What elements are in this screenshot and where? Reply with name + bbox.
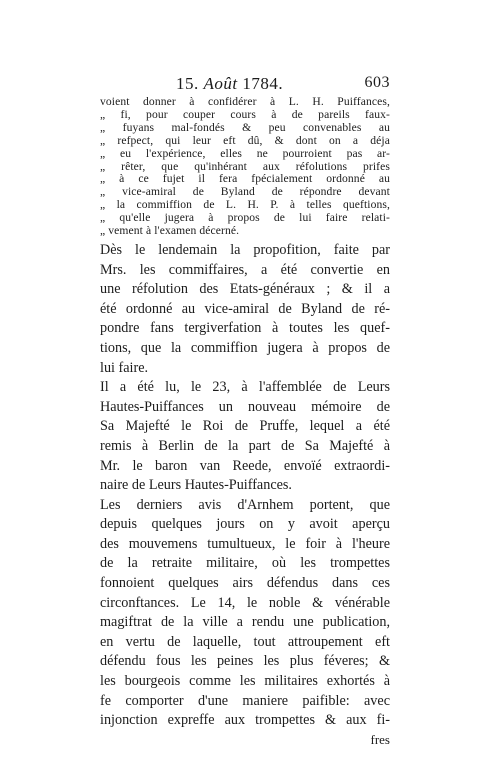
header-month: Août <box>203 74 238 93</box>
text-line: pondre fans tergiverfation à toutes les quef- <box>100 320 390 337</box>
paragraph-prussian-memorial <box>100 378 390 496</box>
text-line: Mr. le baron van Reede, envoïé extraordi- <box>100 457 390 474</box>
catchword: fres <box>370 731 390 747</box>
text-line: Il a été lu, le 23, à l'affemblée de Leurs <box>100 379 390 396</box>
text-line: remis à Berlin de la part de Sa Majefté à <box>100 437 390 454</box>
text-line: tions, que la commiffion jugera à propos de <box>100 339 390 356</box>
text-line: défendu fous les peines les plus féveres; & <box>100 653 390 670</box>
header-date <box>176 74 283 94</box>
text-line: „ vement à l'examen décerné. <box>100 225 240 238</box>
quoted-resolution-block <box>100 96 390 238</box>
text-line: naire de Leurs Hautes-Puiffances. <box>100 477 292 494</box>
page-number: 603 <box>364 74 390 91</box>
text-line: „ refpect, qui leur eft dû, & dont on a déja <box>100 134 390 147</box>
text-line: injonction expreffe aux trompettes & aux fi- <box>100 712 390 729</box>
text-line: fonnoient quelques airs défendus dans ces <box>100 575 390 592</box>
text-line: „ qu'elle jugera à propos de lui faire relati- <box>100 212 390 225</box>
text-line: voient donner à confidérer à L. H. Puiffances, <box>100 96 390 108</box>
text-line: „ rêter, que qu'inhérant aux réfolutions prifes <box>100 160 390 173</box>
text-line: des mouvemens tumultueux, le foir à l'heure <box>100 535 390 552</box>
text-line: lui faire. <box>100 359 149 376</box>
header-year: 1784. <box>242 74 284 93</box>
body-text <box>100 96 390 748</box>
text-line: „ fuyans mal-fondés & peu convenables au <box>100 121 390 134</box>
text-line: une réfolution des Etats-généraux ; & il a <box>100 281 390 298</box>
text-line: „ fi, pour couper cours à de pareils faux- <box>100 108 390 121</box>
text-line: „ à ce fujet il fera fpécialement ordonné au <box>100 173 390 186</box>
text-line: Les derniers avis d'Arnhem portent, que <box>100 496 390 513</box>
paragraph-resolution <box>100 241 390 378</box>
text-line: Hautes-Puiffances un nouveau mémoire de <box>100 398 390 415</box>
header-day: 15. <box>176 74 199 93</box>
text-line: les bourgeois comme les militaires exhortés à <box>100 673 390 690</box>
paragraph-arnhem-news <box>100 496 390 731</box>
text-line: en vertu de laquelle, tout attroupement eft <box>100 633 390 650</box>
text-line: circonftances. Le 14, le noble & vénérable <box>100 594 390 611</box>
text-line: été ordonné au vice-amiral de Byland de ré- <box>100 300 390 317</box>
text-line: „ vice-amiral de Byland de répondre devant <box>100 186 390 199</box>
running-header <box>100 74 390 98</box>
text-line: „ eu l'expérience, elles ne pourroient pas ar- <box>100 147 390 160</box>
text-line: depuis quelques jours on y avoit aperçu <box>100 516 390 533</box>
text-line: Dès le lendemain la propofition, faite par <box>100 241 390 258</box>
text-line: „ la commiffion de L. H. P. à telles queftions, <box>100 199 390 212</box>
text-line: Mrs. les commiffaires, a été convertie en <box>100 261 390 278</box>
text-line: de la retraite militaire, où les trompettes <box>100 555 390 572</box>
text-line: fe comporter d'une maniere paifible: avec <box>100 692 390 709</box>
text-line: magiftrat de la ville a rendu une publication, <box>100 614 390 631</box>
text-line: Sa Majefté le Roi de Pruffe, lequel a été <box>100 418 390 435</box>
